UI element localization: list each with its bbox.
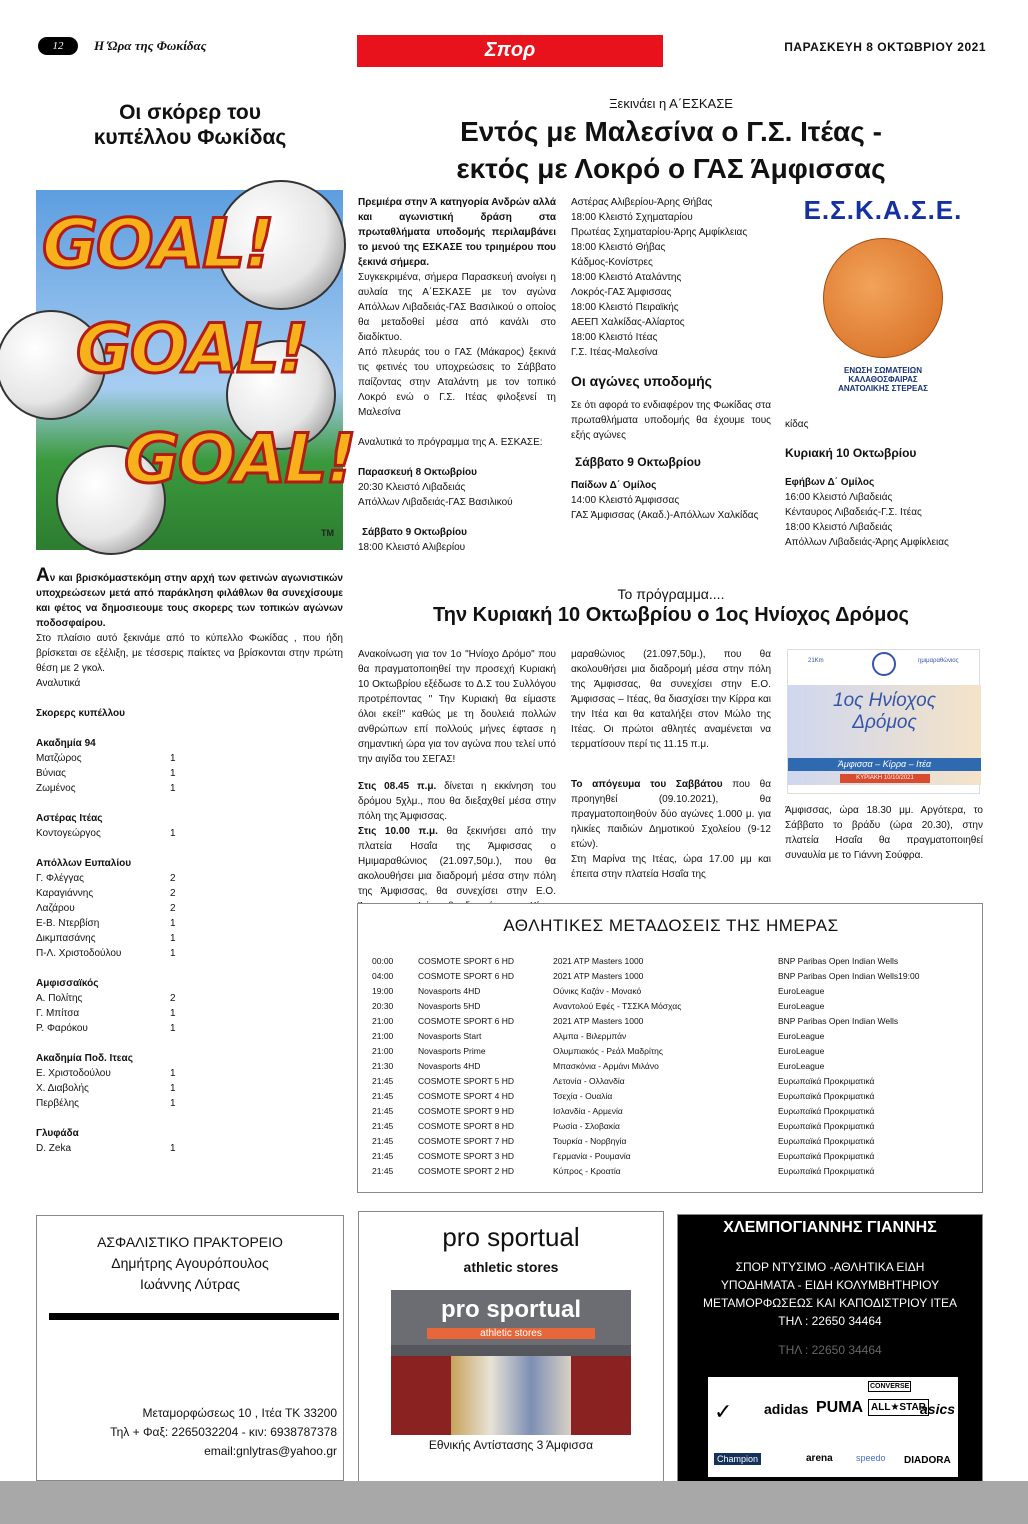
player-name: Α. Πολίτης bbox=[36, 993, 83, 1004]
brand-diadora: DIADORA bbox=[904, 1455, 951, 1466]
schedule-line: 18:00 Κλειστό Πειραϊκής bbox=[571, 302, 679, 313]
tv-competition: Ευρωπαϊκά Προκριματικά bbox=[778, 1121, 875, 1131]
race-paragraph: Ανακοίνωση για τον 1ο "Ηνίοχο Δρόμο" που θα πραγματοποιηθεί την προσεχή Κυριακή 10 Οκτωβρίου εξέδωσε το Δ.Σ του Συλλόγου προτρέποντας " Την Κυριακή θα είμαστε όλοι εκεί!" καθώς με τη δουλειά πολλών ανθρώπων επί πολλούς μήνες έφτασε η σημαντική ώρα για τον αγώνα που τελεί υπό την αιγίδα του ΣΕΓΑΣ! bbox=[358, 649, 556, 765]
race-column-3 bbox=[785, 803, 983, 863]
nike-swoosh-icon: ✓ bbox=[714, 1399, 733, 1424]
brand-arena: arena bbox=[806, 1453, 833, 1464]
player-row bbox=[36, 1066, 216, 1081]
shop-line: ΥΠΟΔΗΜΑΤΑ - ΕΙΔΗ ΚΟΛΥΜΒΗΤΗΡΙΟΥ bbox=[720, 1278, 940, 1292]
race-time-bold: Στις 10.00 π.μ. bbox=[358, 826, 438, 837]
tv-competition: EuroLeague bbox=[778, 1031, 825, 1041]
intro-bold-text: ν και βρισκόμαστεκόμη στην αρχή των φετινών αγωνιστικών υποχρεώσεων μετά από παράκληση φιλάθλων θα συνεχίσουμε και φέτος να δημοσιεουμε τους σκορερς των τοπικών αγώνων ποδοσφαίρου. bbox=[36, 573, 343, 629]
tv-time: 21:00 bbox=[372, 1016, 394, 1026]
section-banner: Σπορ bbox=[357, 35, 663, 67]
race-column-1 bbox=[358, 647, 557, 897]
shop-name: ΧΛΕΜΠΟΓΙΑΝΝΗΣ ΓΙΑΝΝΗΣ bbox=[723, 1219, 937, 1236]
paidon-match: ΓΑΣ Άμφισσας (Ακαδ.)-Απόλλων Χαλκίδας bbox=[571, 510, 759, 521]
player-name: Δικμπασάνης bbox=[36, 933, 96, 944]
team-block bbox=[36, 1126, 343, 1156]
tv-competition: Ευρωπαϊκά Προκριματικά bbox=[778, 1151, 875, 1161]
poster-title-line: Δρόμος bbox=[852, 712, 917, 733]
team-name: Αστέρας Ιτέας bbox=[36, 813, 103, 824]
player-goals: 2 bbox=[170, 993, 176, 1004]
team-name: Γλυφάδα bbox=[36, 1128, 79, 1139]
player-goals: 2 bbox=[170, 888, 176, 899]
tv-time: 00:00 bbox=[372, 956, 394, 966]
tv-competition: Ευρωπαϊκά Προκριματικά bbox=[778, 1106, 875, 1116]
headline-line1: Εντός με Μαλεσίνα ο Γ.Σ. Ιτέας - bbox=[460, 116, 882, 147]
logo-caption-line: ΑΝΑΤΟΛΙΚΗΣ ΣΤΕΡΕΑΣ bbox=[838, 384, 928, 393]
player-goals: 1 bbox=[170, 783, 176, 794]
player-name: Γ. Μπίτσα bbox=[36, 1008, 80, 1019]
player-row bbox=[36, 1096, 216, 1111]
efivon-line: Απόλλων Λιβαδειάς-Άρης Αμφίκλειας bbox=[785, 537, 949, 548]
poster-title-line: 1ος Ηνίοχος bbox=[833, 690, 936, 711]
player-goals: 1 bbox=[170, 948, 176, 959]
player-name: Ε-Β. Ντερβίση bbox=[36, 918, 100, 929]
tv-event: 2021 ATP Masters 1000 bbox=[553, 1016, 644, 1026]
player-goals: 1 bbox=[170, 1098, 176, 1109]
tv-event: Λετονία - Ολλανδία bbox=[553, 1076, 625, 1086]
tv-competition: EuroLeague bbox=[778, 986, 825, 996]
tv-event: Ολυμπιακός - Ρεάλ Μαδρίτης bbox=[553, 1046, 664, 1056]
youth-title: Οι αγώνες υποδομής bbox=[571, 373, 712, 389]
brand-puma: PUMA bbox=[816, 1399, 864, 1416]
brand-converse: CONVERSE bbox=[870, 1383, 910, 1390]
insurance-title: ΑΣΦΑΛΙΣΤΙΚΟ ΠΡΑΚΤΟΡΕΙΟ bbox=[97, 1234, 283, 1250]
tv-event: Ούνικς Καζάν - Μονακό bbox=[553, 986, 642, 996]
player-row bbox=[36, 1006, 216, 1021]
tv-time: 21:45 bbox=[372, 1166, 394, 1176]
efivon-line: 16:00 Κλειστό Λιβαδειάς bbox=[785, 492, 893, 503]
player-row bbox=[36, 901, 216, 916]
prosportual-ad bbox=[358, 1211, 664, 1482]
team-block bbox=[36, 976, 343, 1036]
player-name: Βύνιας bbox=[36, 768, 66, 779]
trademark: TM bbox=[321, 528, 334, 538]
goal-word-1: GOAL! bbox=[42, 205, 273, 284]
goal-illustration bbox=[36, 190, 355, 550]
player-name: Ζωμένος bbox=[36, 783, 76, 794]
schedule-line: 18:00 Κλειστό Θήβας bbox=[571, 242, 666, 253]
tv-time: 21:00 bbox=[372, 1031, 394, 1041]
team-name: Ακαδημία 94 bbox=[36, 738, 96, 749]
poster-km: 21Km bbox=[808, 658, 824, 664]
tv-competition: BNP Paribas Open Indian Wells19:00 bbox=[778, 971, 920, 981]
brand-speedo: speedo bbox=[856, 1453, 886, 1463]
player-name: Ρ. Φαρόκου bbox=[36, 1023, 88, 1034]
player-row bbox=[36, 1081, 216, 1096]
efivon-title: Εφήβων Δ΄ Ομίλος bbox=[785, 477, 875, 488]
brand-allstar: ALL★STAR bbox=[868, 1399, 929, 1416]
tv-row bbox=[372, 1029, 972, 1044]
logo-caption-line: ΚΑΛΑΘΟΣΦΑΙΡΑΣ bbox=[848, 375, 918, 384]
shop-line: ΜΕΤΑΜΟΡΦΩΣΕΩΣ ΚΑΙ ΚΑΠΟΔΙΣΤΡΙΟΥ ΙΤΕΑ bbox=[702, 1296, 958, 1310]
player-goals: 1 bbox=[170, 828, 176, 839]
tv-event: Μπασκόνια - Αρμάνι Μιλάνο bbox=[553, 1061, 659, 1071]
store-photo bbox=[391, 1290, 631, 1435]
scorers-list-title: Σκορερς κυπέλλου bbox=[36, 708, 125, 719]
saturday-time: 18:00 Κλειστό Αλιβερίου bbox=[358, 542, 466, 553]
player-name: Ε. Χριστοδούλου bbox=[36, 1068, 111, 1079]
logo-title: Ε.Σ.Κ.Α.Σ.Ε. bbox=[803, 195, 963, 225]
prosportual-brand: pro sportual bbox=[442, 1222, 580, 1252]
poster-title bbox=[788, 690, 981, 734]
tv-time: 19:00 bbox=[372, 986, 394, 996]
tv-event: Αναντολού Εφές - ΤΣΣΚΑ Μόσχας bbox=[553, 1001, 682, 1011]
tv-title: ΑΘΛΗΤΙΚΕΣ ΜΕΤΑΔΟΣΕΙΣ ΤΗΣ ΗΜΕΡΑΣ bbox=[503, 916, 839, 935]
player-row bbox=[36, 946, 216, 961]
tv-channel: COSMOTE SPORT 3 HD bbox=[418, 1151, 515, 1161]
tv-competition: EuroLeague bbox=[778, 1001, 825, 1011]
race-poster bbox=[787, 649, 980, 794]
schedule-line: 18:00 Κλειστό Αταλάντης bbox=[571, 272, 682, 283]
schedule-line: Κάδμος-Κονίστρες bbox=[571, 257, 653, 268]
tv-channel: COSMOTE SPORT 6 HD bbox=[418, 971, 515, 981]
store-sign-sub: athletic stores bbox=[427, 1328, 595, 1339]
team-block bbox=[36, 811, 343, 841]
page-number: 12 bbox=[38, 37, 78, 55]
player-row bbox=[36, 931, 216, 946]
schedule-line: Λοκρός-ΓΑΣ Άμφισσας bbox=[571, 287, 672, 298]
headline-line2: εκτός με Λοκρό ο ΓΑΣ Άμφισσας bbox=[456, 153, 886, 184]
race-paragraph: Στη Μαρίνα της Ιτέας, ώρα 17.00 μμ και έπειτα στην πλατεία Ησαΐα της bbox=[571, 854, 771, 880]
player-name: Χ. Διαβολής bbox=[36, 1083, 89, 1094]
tv-channel: COSMOTE SPORT 6 HD bbox=[418, 1016, 515, 1026]
team-block bbox=[36, 856, 343, 961]
shop-phone: ΤΗΛ : 22650 34464 bbox=[778, 1314, 882, 1328]
brand-adidas: adidas bbox=[764, 1401, 809, 1417]
player-row bbox=[36, 751, 216, 766]
race-paragraph: θα ξεκινήσει από την πλατεία Ησαΐα της Άμφισσας ο Ημιμαραθώνιος (21.097,50μ.), που θα ακολουθήσει μια διαδρομή μέσα στην πόλη της Άμφισσας, θα συνεχίσει στην Ε.Ο. bbox=[358, 826, 557, 897]
tv-time: 20:30 bbox=[372, 1001, 394, 1011]
tv-time: 21:00 bbox=[372, 1046, 394, 1056]
player-name: Κοντογεώργος bbox=[36, 828, 101, 839]
player-row bbox=[36, 781, 216, 796]
tv-competition: Ευρωπαϊκά Προκριματικά bbox=[778, 1166, 875, 1176]
article-kicker: Ξεκινάει η Α΄ΕΣΚΑΣΕ bbox=[609, 96, 733, 111]
tv-time: 21:30 bbox=[372, 1061, 394, 1071]
friday-match: Απόλλων Λιβαδειάς-ΓΑΣ Βασιλικού bbox=[358, 497, 513, 508]
store-sign bbox=[391, 1290, 631, 1345]
efivon-lines bbox=[785, 490, 985, 550]
insurance-name: Δημήτρης Αγουρόπουλος bbox=[111, 1255, 269, 1271]
issue-date: ΠΑΡΑΣΚΕΥΗ 8 ΟΚΤΩΒΡΙΟΥ 2021 bbox=[784, 40, 986, 54]
tv-channel: Novasports Prime bbox=[418, 1046, 486, 1056]
prosportual-address: Εθνικής Αντίστασης 3 Άμφισσα bbox=[428, 1438, 594, 1452]
player-name: Καραγιάννης bbox=[36, 888, 94, 899]
player-goals: 1 bbox=[170, 768, 176, 779]
tv-row bbox=[372, 1119, 972, 1134]
article-headline bbox=[357, 113, 985, 187]
race-column-2: μαραθώνιος (21.097,50μ.), που θα ακολουθήσει μια διαδρομή μέσα στην πόλη της Άμφισσας, θα συνεχίσει στην Ε.Ο. Άμφισσας – Ιτέας, θα διασχίσει την Κίρρα και την Ιτέα και θα καταλήξει στον Μώλο της Ιτέας. Οι πρώτοι αθλητές αναμένεται να τερματίσουν περί τις 11.15 π.μ. Το απόγευμα του Σαββάτου που θα προηγηθεί (09.10.2021), θα πραγματοποιηθούν δύο αγώνες 1.000 μ. για ηλικίες παιδιών Δημοτικού Σχολείου (9-12 ετών). Στη Μαρίνα της Ιτέας, ώρα 17.00 μμ και έπειτα στην πλατεία Ησαΐα της bbox=[571, 649, 771, 880]
friday-title: Παρασκευή 8 Οκτωβρίου bbox=[358, 467, 477, 478]
store-display bbox=[391, 1356, 451, 1435]
insurance-name: Ιωάννης Λύτρας bbox=[140, 1276, 240, 1292]
brand-logos bbox=[708, 1377, 958, 1477]
race-time-bold: Στις 08.45 π.μ. bbox=[358, 781, 437, 792]
tv-channel: Novasports Start bbox=[418, 1031, 482, 1041]
poster-half: ημιμαραθώνιος bbox=[918, 658, 959, 664]
paidon-time: 14:00 Κλειστό Άμφισσας bbox=[571, 495, 680, 506]
insurance-contact bbox=[37, 1404, 337, 1461]
tv-listings bbox=[357, 903, 983, 1193]
schedule-line: Αστέρας Αλιβερίου-Άρης Θήβας bbox=[571, 197, 713, 208]
store-display bbox=[571, 1356, 631, 1435]
insurance-header bbox=[37, 1232, 343, 1295]
player-row bbox=[36, 916, 216, 931]
player-row bbox=[36, 826, 216, 841]
race-headline: Την Κυριακή 10 Οκτωβρίου ο 1ος Ηνίοχος Δρόμος bbox=[433, 604, 909, 626]
tv-channel: Novasports 4HD bbox=[418, 1061, 481, 1071]
tv-event: Τουρκία - Νορβηγία bbox=[553, 1136, 627, 1146]
tv-channel: COSMOTE SPORT 2 HD bbox=[418, 1166, 515, 1176]
player-name: Γ. Φλέγγας bbox=[36, 873, 85, 884]
efivon-line: 18:00 Κλειστό Λιβαδειάς bbox=[785, 522, 893, 533]
brand-asics: asics bbox=[920, 1401, 956, 1417]
newspaper-name: Η Ώρα της Φωκίδας bbox=[94, 38, 207, 53]
tv-row bbox=[372, 1104, 972, 1119]
player-row bbox=[36, 886, 216, 901]
player-name: Π-Λ. Χριστοδούλου bbox=[36, 948, 122, 959]
tv-time: 21:45 bbox=[372, 1136, 394, 1146]
tv-row bbox=[372, 1074, 972, 1089]
eskase-paragraph: Αναλυτικά το πρόγραμμα της Α. ΕΣΚΑΣΕ: bbox=[358, 437, 543, 448]
player-goals: 1 bbox=[170, 1023, 176, 1034]
tv-channel: COSMOTE SPORT 5 HD bbox=[418, 1076, 515, 1086]
logo-caption-line: ΕΝΩΣΗ ΣΩΜΑΤΕΙΩΝ bbox=[844, 366, 922, 375]
schedule-line: 18:00 Κλειστό Σχηματαρίου bbox=[571, 212, 693, 223]
store-window bbox=[451, 1356, 571, 1435]
tv-channel: COSMOTE SPORT 4 HD bbox=[418, 1091, 515, 1101]
poster-route: Άμφισσα – Κίρρα – Ιτέα bbox=[788, 758, 981, 771]
scorers-title-line2: κυπέλλου Φωκίδας bbox=[93, 126, 287, 149]
tv-time: 21:45 bbox=[372, 1106, 394, 1116]
scorers-list bbox=[36, 736, 343, 1156]
player-name: Περβέλης bbox=[36, 1098, 79, 1109]
tv-time: 21:45 bbox=[372, 1076, 394, 1086]
tv-competition: Ευρωπαϊκά Προκριματικά bbox=[778, 1091, 875, 1101]
chlempogiannis-ad bbox=[677, 1214, 983, 1482]
tv-row bbox=[372, 1134, 972, 1149]
player-goals: 1 bbox=[170, 918, 176, 929]
race-bold: Το απόγευμα του Σαββάτου bbox=[571, 779, 723, 790]
race-paragraph: δίνεται η εκκίνηση του δρόμου 5χλμ., που θα διεξαχθεί μέσα στην πόλη της Άμφισσας. bbox=[358, 781, 557, 822]
tv-event: Ισλανδία - Αρμενία bbox=[553, 1106, 623, 1116]
tv-competition: Ευρωπαϊκά Προκριματικά bbox=[778, 1076, 875, 1086]
schedule-line: 18:00 Κλειστό Ιτέας bbox=[571, 332, 658, 343]
insurance-email[interactable]: email:gnlytras@yahoo.gr bbox=[204, 1444, 337, 1458]
tv-time: 21:45 bbox=[372, 1091, 394, 1101]
tv-channel: COSMOTE SPORT 6 HD bbox=[418, 956, 515, 966]
logo-caption bbox=[783, 366, 983, 393]
race-kicker: Το πρόγραμμα.... bbox=[617, 586, 725, 602]
youth-text: Σε ότι αφορά το ενδιαφέρον της Φωκίδας στα πρωταθλήματα υποδομής θα έχουμε τους εξής αγώνες bbox=[571, 400, 771, 441]
eskase-column-1 bbox=[358, 195, 556, 555]
player-goals: 1 bbox=[170, 1083, 176, 1094]
player-goals: 1 bbox=[170, 1143, 176, 1154]
poster-date: ΚΥΡΙΑΚΗ 10/10/2021 bbox=[840, 774, 930, 783]
shop-phone-repeat: ΤΗΛ : 22650 34464 bbox=[778, 1343, 882, 1357]
tv-row bbox=[372, 1044, 972, 1059]
team-block bbox=[36, 1051, 343, 1111]
tv-competition: Ευρωπαϊκά Προκριματικά bbox=[778, 1136, 875, 1146]
tv-competition: BNP Paribas Open Indian Wells bbox=[778, 1016, 899, 1026]
eskase-logo bbox=[783, 195, 983, 405]
player-row bbox=[36, 991, 216, 1006]
tv-row bbox=[372, 999, 972, 1014]
page-bottom-strip bbox=[0, 1481, 1028, 1524]
player-name: Λαζάρου bbox=[36, 903, 75, 914]
player-row bbox=[36, 1141, 216, 1156]
player-row bbox=[36, 766, 216, 781]
emblem-icon bbox=[872, 652, 896, 676]
team-name: Ακαδημία Ποδ. Ιτεας bbox=[36, 1053, 133, 1064]
eskase-paragraph: Συγκεκριμένα, σήμερα Παρασκευή ανοίγει η αυλαία της Α΄ΕΣΚΑΣΕ με τον αγώνα Απόλλων Λιβαδειάς-ΓΑΣ Βασιλικού ο οποίος θα μεταδοθεί μέσα από κανάλι στο διαδίκτυο. bbox=[358, 272, 556, 343]
scorers-title-line1: Οι σκόρερ του bbox=[119, 101, 261, 124]
prosportual-subtitle: athletic stores bbox=[463, 1259, 559, 1275]
tv-row bbox=[372, 1014, 972, 1029]
tv-channel: Novasports 5HD bbox=[418, 1001, 481, 1011]
player-goals: 2 bbox=[170, 903, 176, 914]
tv-competition: EuroLeague bbox=[778, 1061, 825, 1071]
saturday-title: Σάββατο 9 Οκτωβρίου bbox=[362, 527, 467, 538]
tv-row bbox=[372, 1149, 972, 1164]
tv-row bbox=[372, 984, 972, 999]
tv-time: 21:45 bbox=[372, 1121, 394, 1131]
insurance-ad bbox=[36, 1215, 344, 1481]
tv-row bbox=[372, 969, 972, 984]
eskase-column-2 bbox=[571, 195, 771, 523]
eskase-lead: Πρεμιέρα στην Ά κατηγορία Ανδρών αλλά και αγωνιστική δράση στα πρωταθλήματα υποδομής περιλαμβάνει το μενού της ΕΣΚΑΣΕ του τριημέρου που ξεκινά σήμερα. bbox=[358, 197, 556, 268]
schedule-line: Πρωτέας Σχηματαρίου-Άρης Αμφίκλειας bbox=[571, 227, 748, 238]
efivon-line: Κένταυρος Λιβαδειάς-Γ.Σ. Ιτέας bbox=[785, 507, 922, 518]
divider bbox=[49, 1313, 339, 1320]
team-block bbox=[36, 736, 343, 796]
player-row bbox=[36, 1021, 216, 1036]
dropcap: Α bbox=[36, 565, 50, 586]
tv-channel: COSMOTE SPORT 7 HD bbox=[418, 1136, 515, 1146]
tv-event: Αλμπα - Βιλερμπάν bbox=[553, 1031, 627, 1041]
player-name: D. Zeka bbox=[36, 1143, 72, 1154]
tv-event: Ρωσία - Σλοβακία bbox=[553, 1121, 620, 1131]
eskase-column-3: κίδας Κυριακή 10 Οκτωβρίου Εφήβων Δ΄ Ομίλος 16:00 Κλειστό Λιβαδειάς Κένταυρος Λιβαδειάς-Γ.Σ. Ιτέας 18:00 Κλειστό Λιβαδειάς Απόλλων Λιβαδειάς-Άρης Αμφίκλειας bbox=[785, 417, 985, 550]
tv-row bbox=[372, 1164, 972, 1179]
player-goals: 2 bbox=[170, 873, 176, 884]
shop-info bbox=[678, 1258, 982, 1330]
tv-channel: COSMOTE SPORT 9 HD bbox=[418, 1106, 515, 1116]
store-sign-brand: pro sportual bbox=[440, 1296, 581, 1323]
tv-event: 2021 ATP Masters 1000 bbox=[553, 971, 644, 981]
tv-competition: EuroLeague bbox=[778, 1046, 825, 1056]
youth-saturday: Σάββατο 9 Οκτωβρίου bbox=[575, 455, 701, 469]
goal-word-2: GOAL! bbox=[76, 310, 307, 389]
brand-champion: Champion bbox=[714, 1453, 761, 1465]
team-name: Απόλλων Ευπαλίου bbox=[36, 858, 132, 869]
player-goals: 1 bbox=[170, 1008, 176, 1019]
tv-row bbox=[372, 1059, 972, 1074]
tv-event: Κύπρος - Κροατία bbox=[553, 1166, 621, 1176]
tv-competition: BNP Paribas Open Indian Wells bbox=[778, 956, 899, 966]
schedule-line: ΑΕΕΠ Χαλκίδας-Αλίαρτος bbox=[571, 317, 685, 328]
scorers-title bbox=[40, 100, 340, 150]
player-goals: 1 bbox=[170, 933, 176, 944]
tv-event: Τσεχία - Ουαλία bbox=[553, 1091, 613, 1101]
intro-end: Αναλυτικά bbox=[36, 678, 81, 689]
team-name: Αμφισσαϊκός bbox=[36, 978, 99, 989]
shop-line: ΣΠΟΡ ΝΤΥΣΙΜΟ -ΑΘΛΗΤΙΚΑ ΕΙΔΗ bbox=[735, 1260, 925, 1274]
schedule-line: Γ.Σ. Ιτέας-Μαλεσίνα bbox=[571, 347, 658, 358]
tv-row bbox=[372, 954, 972, 969]
paidon-title: Παίδων Δ΄ Ομίλος bbox=[571, 480, 657, 491]
tv-row bbox=[372, 1089, 972, 1104]
eskase-paragraph: Από πλευράς του ο ΓΑΣ (Μάκαρος) ξεκινά τις φετινές του υποχρεώσεις το Σάββατο παίζοντας στην Αταλάντη με τον τοπικό Λοκρό ενώ ο Γ.Σ. Ιτέας φιλοξενεί τη Μαλεσίνα bbox=[358, 347, 556, 418]
tv-channel: Novasports 4HD bbox=[418, 986, 481, 996]
tv-event: Γερμανία - Ρουμανία bbox=[553, 1151, 631, 1161]
insurance-phone: Τηλ + Φαξ: 2265032204 - κιν: 6938787378 bbox=[110, 1425, 337, 1439]
schedule-lines bbox=[571, 195, 771, 360]
tv-time: 21:45 bbox=[372, 1151, 394, 1161]
tv-event: 2021 ATP Masters 1000 bbox=[553, 956, 644, 966]
goal-word-3: GOAL! bbox=[124, 420, 355, 499]
player-goals: 1 bbox=[170, 753, 176, 764]
sunday-title: Κυριακή 10 Οκτωβρίου bbox=[785, 446, 917, 460]
scorers-intro bbox=[36, 565, 343, 1156]
player-goals: 1 bbox=[170, 1068, 176, 1079]
race-paragraph: Άμφισσας, ώρα 18.30 μμ. Αργότερα, το Σάββατο το βράδυ (ώρα 20.30), στην πλατεία Ησαΐα θα πραγματοποιηθεί συναυλία με το Γιάννη Σούφρα. bbox=[785, 805, 983, 861]
friday-time: 20:30 Κλειστό Λιβαδειάς bbox=[358, 482, 466, 493]
basketball-icon bbox=[823, 238, 943, 358]
tv-time: 04:00 bbox=[372, 971, 394, 981]
race-paragraph: που θα προηγηθεί (09.10.2021), θα πραγματοποιηθούν δύο αγώνες 1.000 μ. για ηλικίες παιδιών Δημοτικού Σχολείου (9-12 ετών). bbox=[571, 779, 771, 850]
player-name: Ματζώρος bbox=[36, 753, 82, 764]
insurance-address: Μεταμορφώσεως 10 , Ιτέα ΤΚ 33200 bbox=[142, 1406, 337, 1420]
tv-channel: COSMOTE SPORT 8 HD bbox=[418, 1121, 515, 1131]
player-row bbox=[36, 871, 216, 886]
intro-text: Στο πλαίσιο αυτό ξεκινάμε από το κύπελλο Φωκίδας , που ήδη βρίσκεται σε εξέλιξη, με τέσσερις παίκτες να βρίσκονται στην πρώτη θέση με 2 γκολ. bbox=[36, 633, 343, 674]
